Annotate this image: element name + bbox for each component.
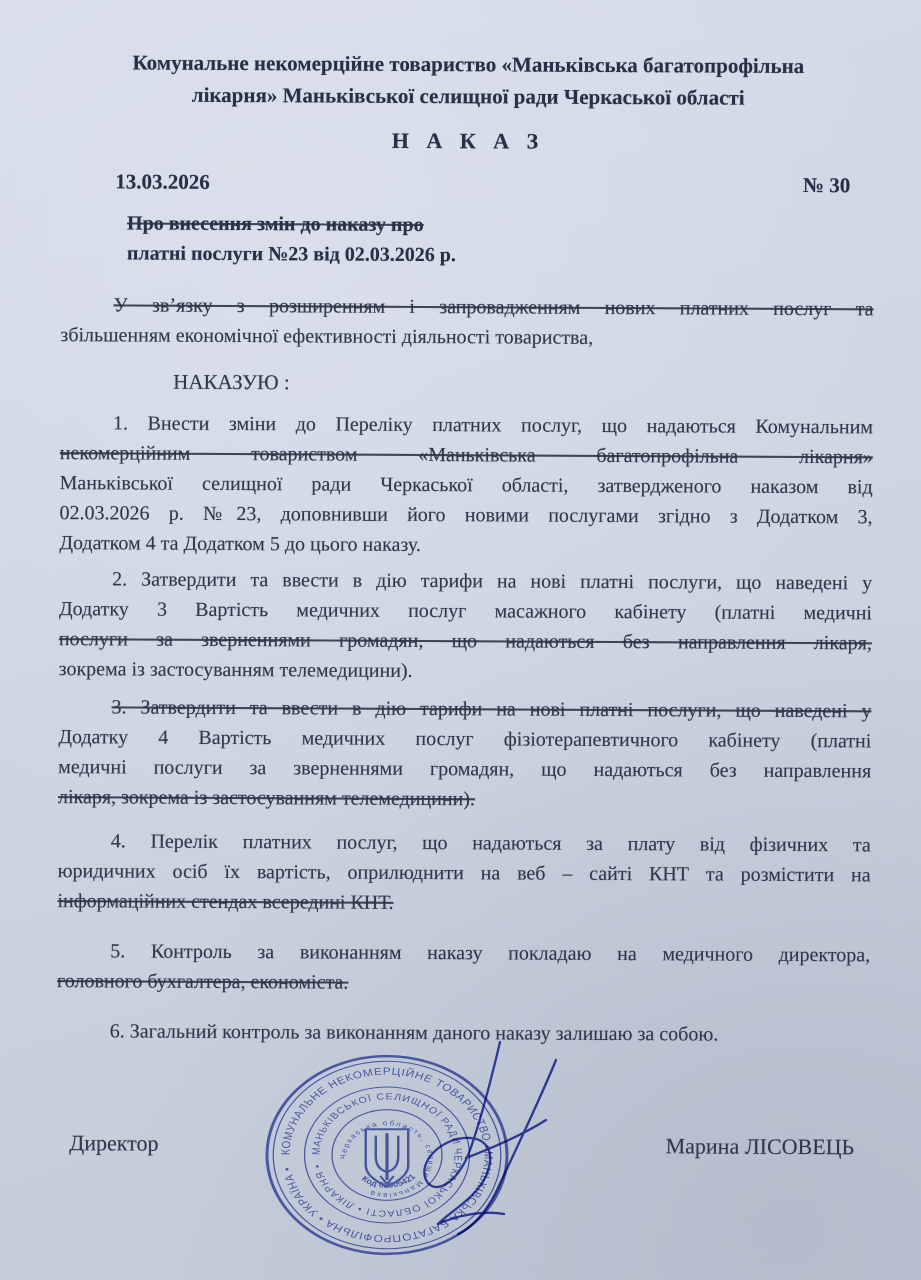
text-line: зокрема із застосуванням телемедицини).: [58, 658, 413, 682]
text-line: послуги за зверненнями громадян, що надаються без направлення лікаря,: [58, 628, 872, 655]
organization-name-line2: лікарня» Маньківської селищної ради Черкаської області: [191, 82, 745, 110]
text-line: збільшенням економічної ефективності діяльності товариства,: [60, 324, 594, 349]
text-line: Про внесення змін до наказу про: [126, 212, 424, 237]
text-line: головного бухгалтера, економіста.: [57, 970, 349, 994]
text-line: Додатком 4 та Додатком 5 до цього наказу.: [59, 532, 421, 557]
order-paragraph-1: [59, 408, 873, 562]
handwritten-signature: [396, 1038, 586, 1256]
order-preamble: [60, 290, 873, 354]
text-line: Додатку 4 Вартість медичних послуг фізіотерапевтичного кабінету (платні: [58, 726, 872, 753]
stamp-inner-top-text: Черкаська область, селище Маньківка: [338, 1118, 436, 1200]
text-line: 6. Загальний контроль за виконанням даного наказу залишаю за собою.: [109, 1020, 719, 1046]
order-meta: [61, 166, 874, 200]
organization-name: [62, 46, 875, 114]
text-line: некомерційним товариством «Маньківська багатопрофільна лікарня»: [59, 442, 873, 469]
text-line: Маньківської селищної ради Черкаської області, затвердженого наказом від: [59, 472, 873, 499]
text-line: 02.03.2026 р. №23, доповнивши його новими послугами згідно з Додатком 3,: [59, 502, 873, 529]
text-line: 5. Контроль за виконанням наказу покладаю на медичного директора,: [110, 940, 871, 967]
order-paragraph-4: [57, 826, 870, 920]
text-line: 2. Затвердити та ввести в дію тарифи на нові платні послуги, що наведені у: [112, 568, 873, 595]
text-line: платні послуги №23 від 02.03.2026 р.: [126, 242, 456, 267]
text-line: 4. Перелік платних послуг, що надаються за плату від фізичних та: [110, 830, 871, 857]
text-line: У зв’язку з розширенням і запровадженням нових платних послуг та: [113, 294, 874, 321]
order-paragraph-5: [57, 936, 870, 1000]
text-line: інформаційних стендах всередині КНТ.: [57, 890, 394, 914]
signatory-role: Директор: [69, 1130, 159, 1156]
text-line: юридичних осіб їх вартість, оприлюднити на веб – сайті КНТ та розмістити на: [57, 860, 871, 887]
document-title: Н А К А З: [391, 127, 545, 154]
text-line: 1. Внести зміни до Переліку платних послуг, що надаються Комунальним: [112, 412, 874, 439]
order-paragraph-3: [58, 692, 872, 816]
text-line: 3. Затвердити та ввести в дію тарифи на нові платні послуги, що наведені у: [111, 696, 872, 723]
text-line: медичні послуги за зверненнями громадян, що надаються без направлення: [58, 756, 872, 783]
signatory-name: Марина ЛІСОВЕЦЬ: [665, 1133, 855, 1160]
order-number: № 30: [802, 172, 851, 198]
stamp-ring-middle-text: МАНЬКІВСЬКОЇ СЕЛИЩНОЇ РАДИ ЧЕРКАСЬКОЇ ОБЛАСТІ • ЛІКАРНЯ •: [310, 1092, 464, 1218]
order-word: НАКАЗУЮ :: [173, 369, 290, 395]
organization-name-line1: Комунальне некомерційне товариство «Маньківська багатопрофільна: [132, 50, 805, 79]
stamp-code-text: Код 02005421: [359, 1171, 418, 1190]
order-paragraph-2: [59, 564, 873, 688]
text-line: Додатку 3 Вартість медичних послуг масажного кабінету (платні медичні: [58, 598, 873, 625]
order-subject: [127, 208, 647, 271]
text-line: лікаря, зокрема із застосуванням телемедицини).: [57, 786, 476, 811]
stamp-ring-outer-text: КОМУНАЛЬНЕ НЕКОМЕРЦІЙНЕ ТОВАРИСТВО «МАНЬКІВСЬКА БАГАТОПРОФІЛЬНА • УКРАЇНА •: [279, 1066, 495, 1244]
order-date: 13.03.2026: [115, 169, 210, 194]
